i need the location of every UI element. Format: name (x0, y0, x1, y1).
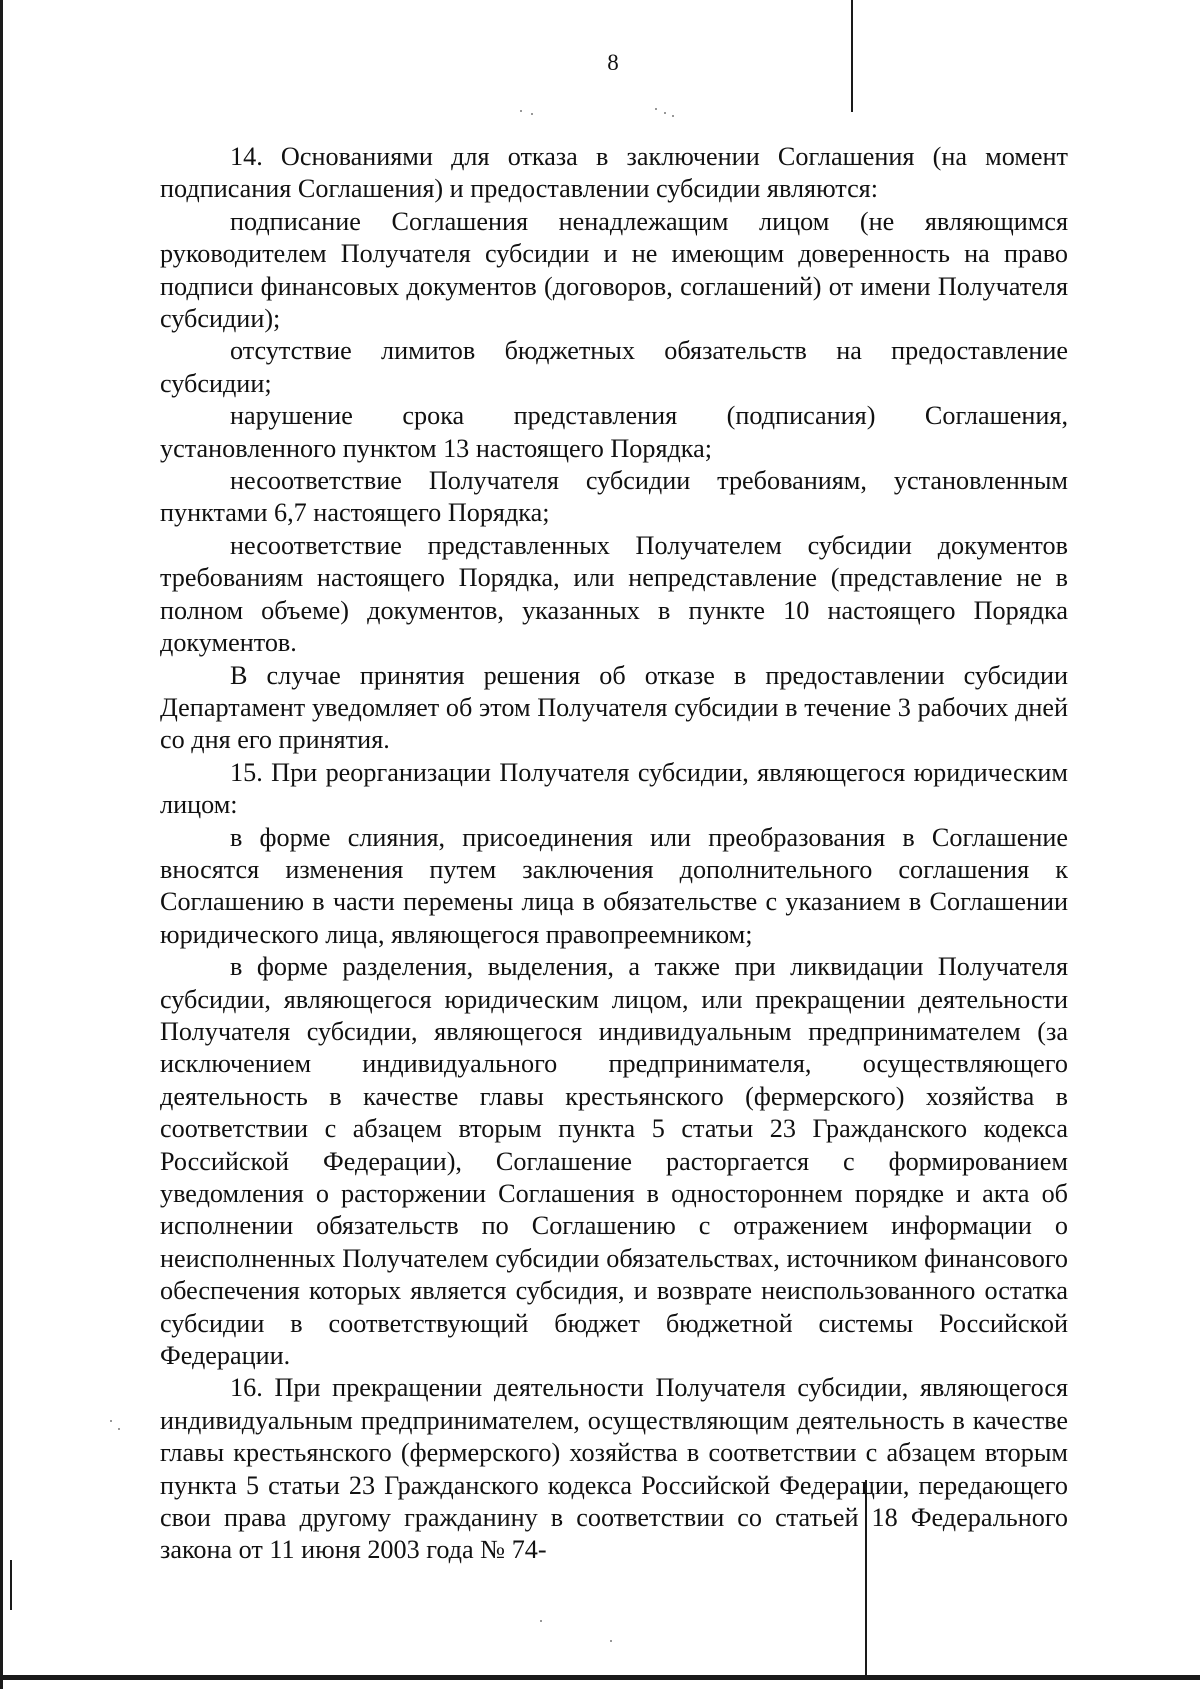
paragraph-refusal-ground: несоответствие Получателя субсидии требованиям, установленным пунктами 6,7 настоящего Порядка; (160, 466, 1068, 528)
paragraph-14: 14. Основаниями для отказа в заключении Соглашения (на момент подписания Соглашения) и предоставлении субсидии являются: (160, 142, 1068, 204)
scan-speck (540, 1620, 542, 1622)
paragraph-refusal-ground: отсутствие лимитов бюджетных обязательств на предоставление субсидии; (160, 336, 1068, 398)
scan-speck (655, 108, 657, 110)
page-number: 8 (607, 50, 619, 75)
paragraph-16: 16. При прекращении деятельности Получателя субсидии, являющегося индивидуальным предпринимателем, осуществляющим деятельность в качестве главы крестьянского (фермерского) хозяйства в соответствии с абзацем вторым пункта 5 статьи 23 Гражданского кодекса Российской Федерации, передающего свои права другому гражданину в соответствии со статьей 18 Федерального закона от 11 июня 2003 года № 74- (160, 1373, 1068, 1565)
scan-artifact-line (10, 1560, 12, 1610)
scan-speck (610, 1640, 612, 1642)
paragraph-refusal-ground: несоответствие представленных Получателем субсидии документов требованиям настоящего Порядка, или непредставление (представление не в полном объеме) документов, указанных в пункте 10 настоящего Порядка документов. (160, 530, 1068, 658)
document-body (160, 141, 1068, 1567)
scan-speck (664, 112, 666, 114)
paragraph-reorg-merger: в форме слияния, присоединения или преобразования в Соглашение вносятся изменения путем заключения дополнительного соглашения к Соглашению в части перемены лица в обязательстве с указанием в Соглашении юридического лица, являющегося правопреемником; (160, 822, 1068, 949)
scan-speck (110, 1420, 112, 1422)
scan-speck (531, 113, 533, 115)
paragraph-reorg-division: в форме разделения, выделения, а также при ликвидации Получателя субсидии, являющегося юридическим лицом, или прекращении деятельности Получателя субсидии, являющегося индивидуальным предпринимателем (за исключением индивидуального предпринимателя, осуществляющего деятельность в качестве главы крестьянского (фермерского) хозяйства в соответствии с абзацем вторым пункта 5 статьи 23 Гражданского кодекса Российской Федерации), Соглашение расторгается с формированием уведомления о расторжении Соглашения в одностороннем порядке и акта об исполнении обязательств по Соглашению с отражением информации о неисполненных Получателем субсидии обязательствах, источником финансового обеспечения которых является субсидия, и возврате неиспользованного остатка субсидии в соответствующий бюджет бюджетной системы Российской Федерации. (160, 952, 1068, 1371)
scan-edge-left (0, 0, 3, 1689)
paragraph-refusal-ground: нарушение срока представления (подписания) Соглашения, установленного пунктом 13 настоящего Порядка; (160, 401, 1068, 463)
scan-speck (118, 1428, 120, 1430)
scan-edge-bottom (0, 1675, 1200, 1680)
scan-speck (520, 110, 522, 112)
paragraph-refusal-notice: В случае принятия решения об отказе в предоставлении субсидии Департамент уведомляет об этом Получателя субсидии в течение 3 рабочих дней со дня его принятия. (160, 660, 1068, 755)
paragraph-15: 15. При реорганизации Получателя субсидии, являющегося юридическим лицом: (160, 757, 1068, 820)
paragraph-refusal-ground: подписание Соглашения ненадлежащим лицом (не являющимся руководителем Получателя субсидии и не имеющим доверенность на право подписи финансовых документов (договоров, соглашений) от имени Получателя субсидии); (160, 206, 1068, 334)
scan-speck (672, 115, 674, 117)
